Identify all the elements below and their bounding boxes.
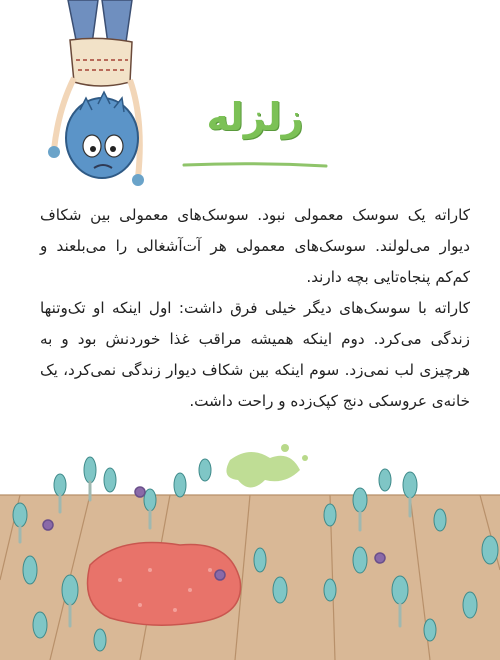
story-paragraph-1: کاراته یک سوسک معمولی نبود. سوسک‌های معمولی بین شکاف دیوار می‌لولند. سوسک‌های معمولی هر آت‌آشغالی را می‌بلعند و کم‌کم پنجاه‌تایی بچه دارند.: [40, 206, 470, 286]
story-paragraph-2: کاراته با سوسک‌های دیگر خیلی فرق داشت: اول اینکه او تک‌وتنها زندگی می‌کرد. دوم اینکه همیشه مراقب غذا خوردنش بود و به هرچیزی لب نمی‌زد. سوم اینکه بین شکاف دیوار زندگی نمی‌کرد، یک خانه‌ی عروسکی دنج کپک‌زده و راحت داشت.: [40, 299, 470, 410]
page-title: زلزله: [206, 95, 304, 139]
floor-scene-illustration: [0, 440, 500, 660]
title-underline: [180, 162, 330, 168]
story-text: [40, 200, 470, 417]
upside-down-character-illustration: [40, 0, 170, 200]
